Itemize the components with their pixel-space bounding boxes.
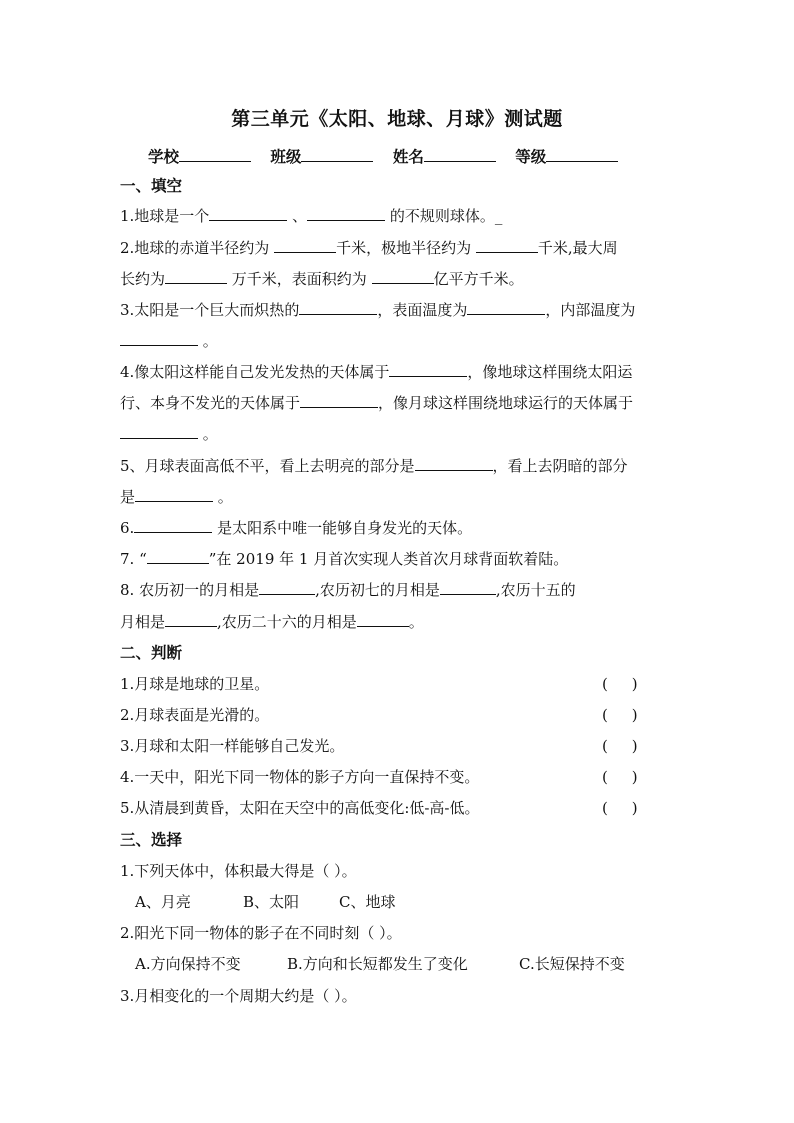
judge-question-3: 3.月球和太阳一样能够自己发光。 bbox=[120, 737, 345, 755]
fill-question-6 bbox=[120, 518, 472, 538]
fill-q1-text-a: 1.地球是一个 bbox=[120, 207, 210, 225]
fill-question-8-line-2 bbox=[120, 612, 424, 632]
fill-q2-text-a: 2.地球的赤道半径约为 bbox=[120, 239, 270, 257]
fill-q5-text-d: 。 bbox=[217, 488, 233, 506]
fill-question-2-line-2 bbox=[120, 269, 524, 289]
fill-q2-text-b: 千米，极地半径约为 bbox=[336, 239, 472, 257]
fill-q3-blank-3[interactable] bbox=[120, 331, 198, 346]
fill-q3-text-a: 3.太阳是一个巨大而炽热的 bbox=[120, 301, 300, 319]
fill-q7-text-b: ”在 2019 年 1 月首次实现人类首次月球背面软着陆。 bbox=[208, 550, 569, 568]
page-title: 第三单元《太阳、地球、月球》测试题 bbox=[231, 108, 563, 130]
choice-q1-option-a[interactable]: A、月亮 bbox=[135, 893, 191, 911]
fill-q4-text-a: 4.像太阳这样能自己发光发热的天体属于 bbox=[120, 363, 390, 381]
fill-q8-text-b: ,农历初七的月相是 bbox=[315, 581, 440, 599]
fill-q5-text-c: 是 bbox=[120, 488, 136, 506]
fill-q8-text-c: ,农历十五的 bbox=[495, 581, 576, 599]
fill-q3-text-c: ，内部温度为 bbox=[545, 301, 636, 319]
fill-q1-text-c: 的不规则球体。_ bbox=[389, 207, 503, 225]
section-choice-heading: 三、选择 bbox=[120, 830, 183, 849]
fill-question-5-line-1 bbox=[120, 456, 628, 476]
choice-q1-options bbox=[135, 892, 395, 912]
student-info-row bbox=[148, 145, 632, 167]
fill-q5-blank-2[interactable] bbox=[135, 487, 213, 502]
fill-q2-blank-2[interactable] bbox=[476, 238, 538, 253]
fill-q2-blank-4[interactable] bbox=[372, 269, 434, 284]
fill-q7-blank-1[interactable] bbox=[147, 549, 209, 564]
fill-q2-text-c: 千米,最大周 bbox=[537, 239, 618, 257]
fill-q5-text-b: ，看上去阴暗的部分 bbox=[492, 457, 628, 475]
fill-q3-blank-1[interactable] bbox=[299, 300, 377, 315]
fill-q1-text-b: 、 bbox=[292, 207, 308, 225]
choice-question-3: 3.月相变化的一个周期大约是（ ）。 bbox=[120, 987, 357, 1005]
choice-q1-option-b[interactable]: B、太阳 bbox=[243, 893, 300, 911]
school-blank[interactable] bbox=[179, 147, 251, 162]
grade-label: 等级 bbox=[515, 147, 547, 166]
fill-q8-text-a: 8. 农历初一的月相是 bbox=[120, 581, 260, 599]
section-fill-heading: 一、填空 bbox=[120, 176, 183, 195]
fill-q4-blank-2[interactable] bbox=[300, 393, 378, 408]
choice-q2-option-a[interactable]: A.方向保持不变 bbox=[135, 955, 241, 973]
class-blank[interactable] bbox=[301, 147, 373, 162]
name-label: 姓名 bbox=[392, 147, 424, 166]
choice-question-2: 2.阳光下同一物体的影子在不同时刻（ ）。 bbox=[120, 924, 402, 942]
fill-q8-text-f: 。 bbox=[408, 613, 424, 631]
judge-answer-4[interactable]: ( ) bbox=[602, 768, 638, 786]
fill-question-3-line-1 bbox=[120, 300, 635, 320]
judge-question-5: 5.从清晨到黄昏，太阳在天空中的高低变化:低-高-低。 bbox=[120, 799, 480, 817]
fill-q6-text-a: 6. bbox=[120, 519, 135, 537]
choice-q2-option-b[interactable]: B.方向和长短都发生了变化 bbox=[287, 955, 468, 973]
fill-q3-text-d: 。 bbox=[202, 332, 218, 350]
fill-q2-text-e: 万千米，表面积约为 bbox=[231, 270, 367, 288]
fill-q2-text-d: 长约为 bbox=[120, 270, 166, 288]
choice-q2-option-c[interactable]: C.长短保持不变 bbox=[519, 955, 625, 973]
name-field bbox=[393, 145, 496, 167]
choice-q2-options bbox=[135, 954, 625, 974]
choice-question-1: 1.下列天体中，体积最大得是（ ）。 bbox=[120, 862, 357, 880]
section-judge-heading: 二、判断 bbox=[120, 643, 183, 662]
choice-q1-option-c[interactable]: C、地球 bbox=[339, 893, 396, 911]
fill-q4-text-b: ，像地球这样围绕太阳运 bbox=[467, 363, 633, 381]
school-field bbox=[148, 145, 251, 167]
fill-q2-blank-3[interactable] bbox=[165, 269, 227, 284]
fill-q3-text-b: ，表面温度为 bbox=[377, 301, 468, 319]
fill-q6-text-b: 是太阳系中唯一能够自身发光的天体。 bbox=[217, 519, 473, 537]
fill-q3-blank-2[interactable] bbox=[467, 300, 545, 315]
fill-q4-text-d: ，像月球这样围绕地球运行的天体属于 bbox=[378, 394, 634, 412]
fill-q4-blank-3[interactable] bbox=[120, 424, 198, 439]
judge-answer-3[interactable]: ( ) bbox=[602, 737, 638, 755]
fill-q1-blank-2[interactable] bbox=[307, 206, 385, 221]
fill-q5-text-a: 5、月球表面高低不平，看上去明亮的部分是 bbox=[120, 457, 415, 475]
judge-question-4: 4.一天中，阳光下同一物体的影子方向一直保持不变。 bbox=[120, 768, 480, 786]
fill-q8-blank-2[interactable] bbox=[440, 580, 496, 595]
school-label: 学校 bbox=[148, 147, 180, 166]
grade-field bbox=[515, 145, 618, 167]
judge-answer-5[interactable]: ( ) bbox=[602, 799, 638, 817]
judge-question-1: 1.月球是地球的卫星。 bbox=[120, 675, 270, 693]
judge-answer-2[interactable]: ( ) bbox=[602, 706, 638, 724]
fill-q4-text-e: 。 bbox=[202, 425, 218, 443]
fill-q4-text-c: 行、本身不发光的天体属于 bbox=[120, 394, 301, 412]
fill-question-5-line-2 bbox=[120, 487, 233, 507]
fill-q8-text-d: 月相是 bbox=[120, 613, 166, 631]
fill-question-4-line-2 bbox=[120, 393, 633, 413]
class-field bbox=[270, 145, 373, 167]
fill-q2-text-f: 亿平方千米。 bbox=[433, 270, 524, 288]
fill-q1-blank-1[interactable] bbox=[209, 206, 287, 221]
class-label: 班级 bbox=[270, 147, 302, 166]
fill-q6-blank-1[interactable] bbox=[134, 518, 212, 533]
fill-question-2-line-1 bbox=[120, 238, 618, 258]
fill-question-3-line-2 bbox=[120, 331, 218, 351]
judge-answer-1[interactable]: ( ) bbox=[602, 675, 638, 693]
fill-q8-blank-3[interactable] bbox=[165, 612, 217, 627]
fill-q8-blank-1[interactable] bbox=[259, 580, 315, 595]
fill-question-7 bbox=[120, 549, 568, 569]
fill-q2-blank-1[interactable] bbox=[274, 238, 336, 253]
fill-q4-blank-1[interactable] bbox=[389, 362, 467, 377]
fill-question-4-line-1 bbox=[120, 362, 632, 382]
fill-q5-blank-1[interactable] bbox=[415, 456, 493, 471]
judge-question-2: 2.月球表面是光滑的。 bbox=[120, 706, 270, 724]
name-blank[interactable] bbox=[424, 147, 496, 162]
fill-q8-blank-4[interactable] bbox=[357, 612, 409, 627]
fill-question-4-line-3 bbox=[120, 424, 218, 444]
grade-blank[interactable] bbox=[546, 147, 618, 162]
fill-q8-text-e: ,农历二十六的月相是 bbox=[217, 613, 357, 631]
fill-question-1 bbox=[120, 206, 502, 226]
fill-q7-text-a: 7. “ bbox=[120, 550, 147, 568]
fill-question-8-line-1 bbox=[120, 580, 576, 600]
